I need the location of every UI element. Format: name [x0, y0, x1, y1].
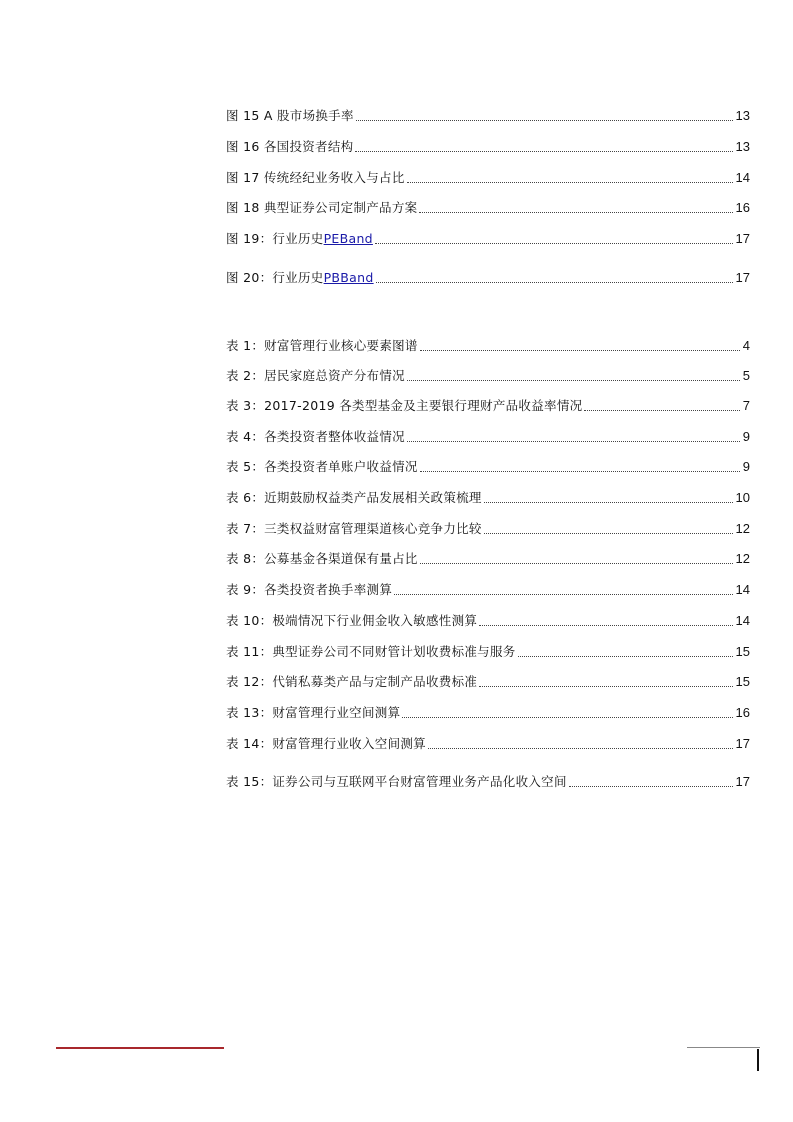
toc-page-number: 12	[735, 521, 750, 536]
dot-leader	[428, 747, 733, 749]
toc-page-number: 14	[735, 582, 750, 597]
toc-page-number: 16	[735, 200, 750, 215]
dot-leader	[518, 655, 733, 657]
toc-entry-figure-20[interactable]	[226, 268, 750, 286]
toc-entry-figure-18[interactable]	[226, 198, 750, 216]
toc-entry-table-1[interactable]	[226, 336, 750, 354]
toc-entry-table-4[interactable]	[226, 427, 750, 445]
dot-leader	[355, 150, 732, 152]
toc-entry-table-8[interactable]	[226, 549, 750, 567]
toc-entry-table-12[interactable]	[226, 672, 750, 690]
toc-entry-label: 表 4：各类投资者整体收益情况	[226, 429, 405, 444]
toc-entry-table-9[interactable]	[226, 580, 750, 598]
footer-page-marker	[757, 1049, 759, 1071]
dot-leader	[584, 409, 739, 411]
dot-leader	[356, 119, 733, 121]
dot-leader	[402, 716, 732, 718]
toc-entry-label: 表 9：各类投资者换手率测算	[226, 582, 393, 597]
dot-leader	[419, 211, 732, 213]
toc-entry-label: 表 14：财富管理行业收入空间测算	[226, 736, 426, 751]
toc-entry-table-11[interactable]	[226, 642, 750, 660]
toc-entry-figure-19[interactable]	[226, 229, 750, 247]
toc-entry-label: 图 16 各国投资者结构	[226, 139, 354, 154]
toc-entry-table-2[interactable]	[226, 366, 750, 384]
dot-leader	[407, 440, 740, 442]
toc-page-number: 9	[742, 429, 750, 444]
toc-page-number: 16	[735, 705, 750, 720]
toc-entry-table-10[interactable]	[226, 611, 750, 629]
dot-leader	[407, 181, 733, 183]
dot-leader	[407, 379, 740, 381]
toc-entry-figure-15[interactable]	[226, 106, 750, 124]
toc-entry-label: 图 18 典型证券公司定制产品方案	[226, 200, 418, 215]
toc-entry-label: 图 17 传统经纪业务收入与占比	[226, 170, 405, 185]
peband-link[interactable]: PEBand	[323, 231, 373, 246]
toc-page-number: 17	[735, 231, 750, 246]
dot-leader	[420, 470, 740, 472]
toc-entry-table-15[interactable]	[226, 772, 750, 790]
toc-entry-label: 表 8：公募基金各渠道保有量占比	[226, 551, 418, 566]
toc-page-number: 10	[735, 490, 750, 505]
toc-page-number: 13	[735, 139, 750, 154]
toc-entry-label: 表 11：典型证券公司不同财管计划收费标准与服务	[226, 644, 516, 659]
toc-page-number: 12	[735, 551, 750, 566]
dot-leader	[479, 624, 732, 626]
toc-page-number: 15	[735, 644, 750, 659]
toc-entry-table-6[interactable]	[226, 488, 750, 506]
pbband-link[interactable]: PBBand	[323, 270, 374, 285]
toc-entry-label	[226, 231, 373, 247]
toc-entry-table-14[interactable]	[226, 734, 750, 752]
toc-entry-label: 表 1：财富管理行业核心要素图谱	[226, 338, 418, 353]
footer-accent-rule	[56, 1047, 224, 1049]
toc-page-number: 15	[735, 674, 750, 689]
toc-entry-label: 表 6：近期鼓励权益类产品发展相关政策梳理	[226, 490, 482, 505]
footer-rule	[687, 1047, 760, 1048]
toc-page-number: 7	[742, 398, 750, 413]
toc-page-number: 17	[735, 774, 750, 789]
toc-page-number: 13	[735, 108, 750, 123]
toc-entry-label: 表 7：三类权益财富管理渠道核心竞争力比较	[226, 521, 482, 536]
toc-entry-table-5[interactable]	[226, 457, 750, 475]
dot-leader	[420, 349, 740, 351]
dot-leader	[376, 281, 733, 283]
toc-entry-table-7[interactable]	[226, 519, 750, 537]
dot-leader	[479, 685, 732, 687]
toc-entry-label: 表 2：居民家庭总资产分布情况	[226, 368, 405, 383]
toc-entry-label: 图 15 A 股市场换手率	[226, 108, 354, 123]
toc-entry-label-prefix: 图 20：行业历史	[226, 270, 324, 285]
toc-entry-label: 表 12：代销私募类产品与定制产品收费标准	[226, 674, 478, 689]
dot-leader	[569, 785, 733, 787]
toc-page-number: 17	[735, 270, 750, 285]
toc-entry-label: 表 3：2017-2019 各类型基金及主要银行理财产品收益率情况	[226, 398, 583, 413]
toc-entry-figure-16[interactable]	[226, 137, 750, 155]
toc-page-number: 9	[742, 459, 750, 474]
toc-page-number: 14	[735, 170, 750, 185]
dot-leader	[484, 532, 733, 534]
toc-page-number: 14	[735, 613, 750, 628]
toc-entry-table-13[interactable]	[226, 703, 750, 721]
toc-entry-table-3[interactable]	[226, 396, 750, 414]
toc-entry-label-prefix: 图 19：行业历史	[226, 231, 324, 246]
dot-leader	[375, 242, 733, 244]
toc-page-number: 17	[735, 736, 750, 751]
dot-leader	[484, 501, 733, 503]
toc-entry-label	[226, 270, 374, 286]
toc-entry-label: 表 10：极端情况下行业佣金收入敏感性测算	[226, 613, 478, 628]
dot-leader	[394, 593, 732, 595]
toc-entry-label: 表 15：证券公司与互联网平台财富管理业务产品化收入空间	[226, 774, 567, 789]
toc-entry-label: 表 5：各类投资者单账户收益情况	[226, 459, 418, 474]
toc-entry-figure-17[interactable]	[226, 168, 750, 186]
toc-page-number: 4	[742, 338, 750, 353]
toc-entry-label: 表 13：财富管理行业空间测算	[226, 705, 401, 720]
dot-leader	[420, 562, 733, 564]
toc-page-number: 5	[742, 368, 750, 383]
